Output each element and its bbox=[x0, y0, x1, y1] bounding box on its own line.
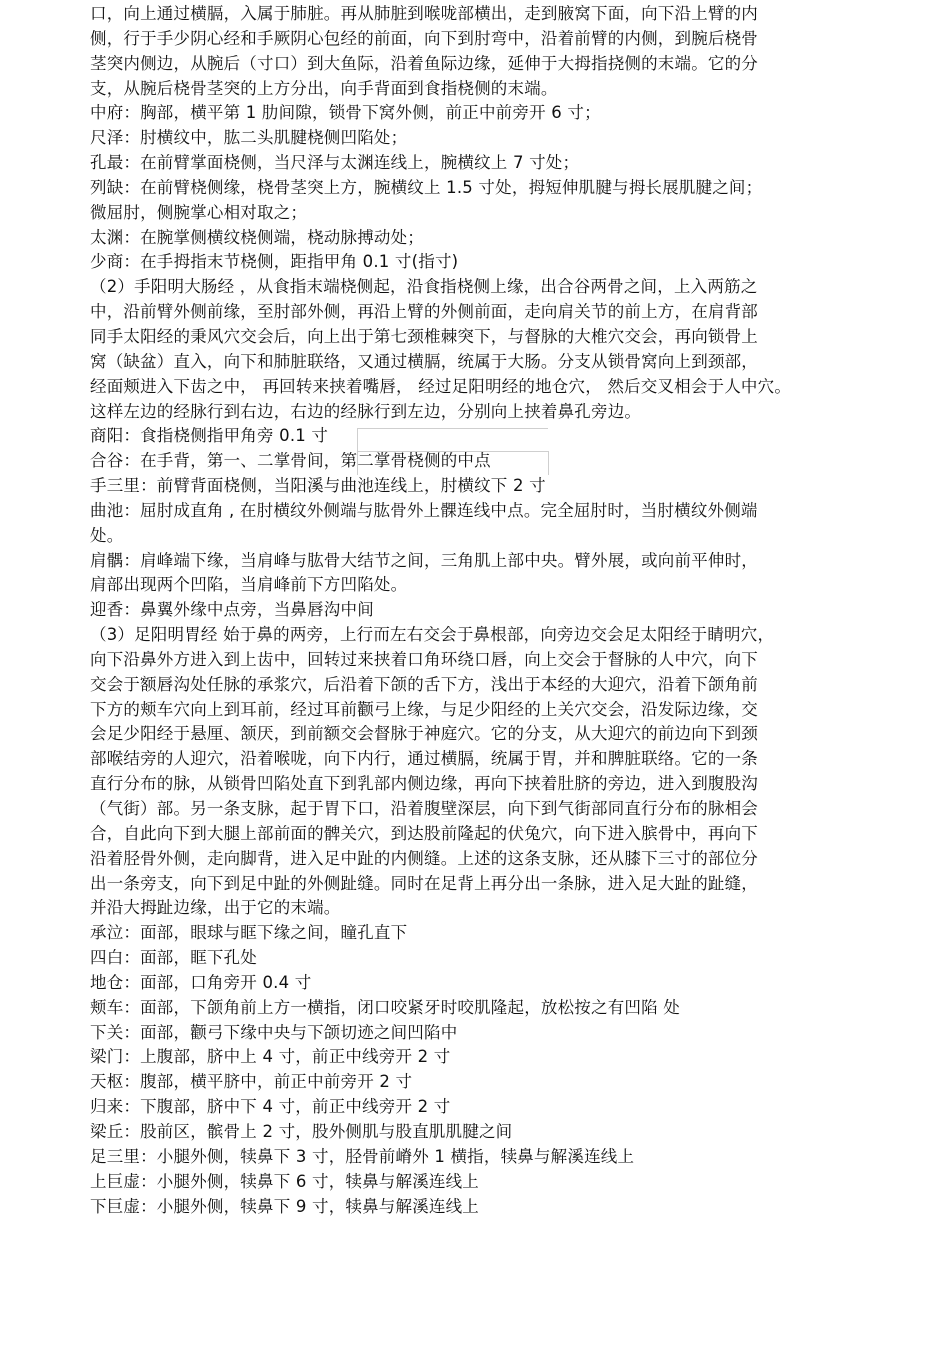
text-line: 并沿大拇趾边缘，出于它的末端。 bbox=[90, 898, 341, 918]
text-line: 支，从腕后桡骨茎突的上方分出，向手背面到食指桡侧的末端。 bbox=[90, 78, 558, 98]
text-line: 侧，行于手少阴心经和手厥阴心包经的前面，向下到肘弯中，沿着前臂的内侧，到腕后桡骨 bbox=[90, 28, 758, 48]
text-line: 下关：面部，颧弓下缘中央与下颌切迹之间凹陷中 bbox=[90, 1022, 458, 1042]
text-line: 处。 bbox=[90, 525, 124, 545]
text-line: 合谷：在手背，第一、二掌骨间，第二掌骨桡侧的中点 bbox=[90, 451, 491, 471]
text-line: 窝（缺盆）直入，向下和肺脏联络，又通过横膈，统属于大肠。分支从锁骨窝向上到颈部， bbox=[90, 351, 758, 371]
text-line: 部喉结旁的人迎穴，沿着喉咙，向下内行，通过横膈，统属于胃，并和脾脏联络。它的一条 bbox=[90, 749, 758, 769]
text-line: 迎香：鼻翼外缘中点旁，当鼻唇沟中间 bbox=[90, 600, 374, 620]
text-line: 梁丘：股前区，髌骨上 2 寸，股外侧肌与股直肌肌腱之间 bbox=[90, 1121, 513, 1141]
text-line: 手三里：前臂背面桡侧，当阳溪与曲池连线上，肘横纹下 2 寸 bbox=[90, 476, 546, 496]
text-line: 下方的颊车穴向上到耳前，经过耳前颧弓上缘，与足少阳经的上关穴交会，沿发际边缘，交 bbox=[90, 699, 758, 719]
text-line: 合，自此向下到大腿上部前面的髀关穴，到达股前隆起的伏兔穴，向下进入膑骨中，再向下 bbox=[90, 823, 758, 843]
text-line: 太渊：在腕掌侧横纹桡侧端，桡动脉搏动处； bbox=[90, 227, 424, 247]
text-line: 足三里：小腿外侧，犊鼻下 3 寸，胫骨前嵴外 1 横指，犊鼻与解溪连线上 bbox=[90, 1146, 635, 1166]
text-lines bbox=[90, 2, 870, 1219]
text-line: 向下沿鼻外方进入到上齿中，回转过来挟着口角环绕口唇，向上交会于督脉的人中穴，向下 bbox=[90, 649, 758, 669]
text-line: 出一条旁支，向下到足中趾的外侧趾缝。同时在足背上再分出一条脉，进入足大趾的趾缝， bbox=[90, 873, 758, 893]
text-line: 中，沿前臂外侧前缘，至肘部外侧，再沿上臂的外侧前面，走向肩关节的前上方，在肩背部 bbox=[90, 302, 758, 322]
text-line: 列缺：在前臂桡侧缘，桡骨茎突上方，腕横纹上 1.5 寸处，拇短伸肌腱与拇长展肌腱之间； bbox=[90, 177, 763, 197]
text-line: 交会于额唇沟处任脉的承浆穴，后沿着下颌的舌下方，浅出于本经的大迎穴，沿着下颌角前 bbox=[90, 674, 758, 694]
text-line: 地仓：面部，口角旁开 0.4 寸 bbox=[90, 972, 312, 992]
text-line: 同手太阳经的秉风穴交会后，向上出于第七颈椎棘突下，与督脉的大椎穴交会，再向锁骨上 bbox=[90, 326, 758, 346]
text-line: 承泣：面部，眼球与眶下缘之间，瞳孔直下 bbox=[90, 923, 408, 943]
text-line: （2）手阳明大肠经 ，从食指末端桡侧起，沿食指桡侧上缘，出合谷两骨之间，上入两筋之 bbox=[90, 277, 758, 297]
text-line: 梁门：上腹部，脐中上 4 寸，前正中线旁开 2 寸 bbox=[90, 1047, 451, 1067]
text-line: 孔最：在前臂掌面桡侧，当尺泽与太渊连线上，腕横纹上 7 寸处； bbox=[90, 153, 580, 173]
text-line: 沿着胫骨外侧，走向脚背，进入足中趾的内侧缝。上述的这条支脉，还从膝下三寸的部位分 bbox=[90, 848, 758, 868]
text-line: 下巨虚：小腿外侧，犊鼻下 9 寸，犊鼻与解溪连线上 bbox=[90, 1196, 479, 1216]
text-line: 天枢：腹部，横平脐中，前正中前旁开 2 寸 bbox=[90, 1072, 413, 1092]
text-line: 肩髃：肩峰端下缘，当肩峰与肱骨大结节之间，三角肌上部中央。臂外展，或向前平伸时， bbox=[90, 550, 758, 570]
text-line: （3）足阳明胃经 始于鼻的两旁，上行而左右交会于鼻根部，向旁边交会足太阳经于睛明穴， bbox=[90, 625, 775, 645]
text-line: 微屈肘，侧腕掌心相对取之； bbox=[90, 202, 308, 222]
text-line: 商阳：食指桡侧指甲角旁 0.1 寸 bbox=[90, 426, 329, 446]
outline-box-hegu bbox=[357, 451, 549, 475]
text-line: 上巨虚：小腿外侧，犊鼻下 6 寸，犊鼻与解溪连线上 bbox=[90, 1171, 479, 1191]
text-line: 口，向上通过横膈，入属于肺脏。再从肺脏到喉咙部横出，走到腋窝下面，向下沿上臂的内 bbox=[90, 4, 758, 23]
text-line: 这样左边的经脉行到右边，右边的经脉行到左边，分别向上挟着鼻孔旁边。 bbox=[90, 401, 642, 421]
text-line: 经面颊进入下齿之中， 再回转来挟着嘴唇， 经过足阳明经的地仓穴， 然后交叉相会于人中穴。 bbox=[90, 376, 792, 396]
outline-box-shangyang bbox=[357, 428, 548, 451]
text-line: 尺泽：肘横纹中，肱二头肌腱桡侧凹陷处； bbox=[90, 128, 408, 148]
text-line: 直行分布的脉，从锁骨凹陷处直下到乳部内侧边缘，再向下挟着肚脐的旁边，进入到腹股沟 bbox=[90, 774, 758, 794]
text-line: （气街）部。另一条支脉，起于胃下口，沿着腹壁深层，向下到气街部同直行分布的脉相会 bbox=[90, 799, 758, 818]
text-line: 少商：在手拇指末节桡侧，距指甲角 0.1 寸(指寸) bbox=[90, 252, 459, 272]
document-body bbox=[90, 2, 870, 1219]
text-line: 肩部出现两个凹陷，当肩峰前下方凹陷处。 bbox=[90, 575, 408, 595]
text-line: 四白：面部，眶下孔处 bbox=[90, 948, 257, 968]
text-line: 颊车：面部，下颌角前上方一横指，闭口咬紧牙时咬肌隆起，放松按之有凹陷 处 bbox=[90, 997, 680, 1017]
text-line: 曲池：屈肘成直角 , 在肘横纹外侧端与肱骨外上髁连线中点。完全屈肘时，当肘横纹外侧端 bbox=[90, 500, 758, 520]
text-line: 茎突内侧边，从腕后（寸口）到大鱼际，沿着鱼际边缘，延伸于大拇指挠侧的末端。它的分 bbox=[90, 53, 758, 73]
text-line: 中府：胸部，横平第 1 肋间隙，锁骨下窝外侧，前正中前旁开 6 寸； bbox=[90, 103, 601, 123]
text-line: 归来：下腹部，脐中下 4 寸，前正中线旁开 2 寸 bbox=[90, 1097, 451, 1117]
text-line: 会足少阳经于悬厘、颔厌，到前额交会督脉于神庭穴。它的分支，从大迎穴的前边向下到颈 bbox=[90, 724, 758, 744]
